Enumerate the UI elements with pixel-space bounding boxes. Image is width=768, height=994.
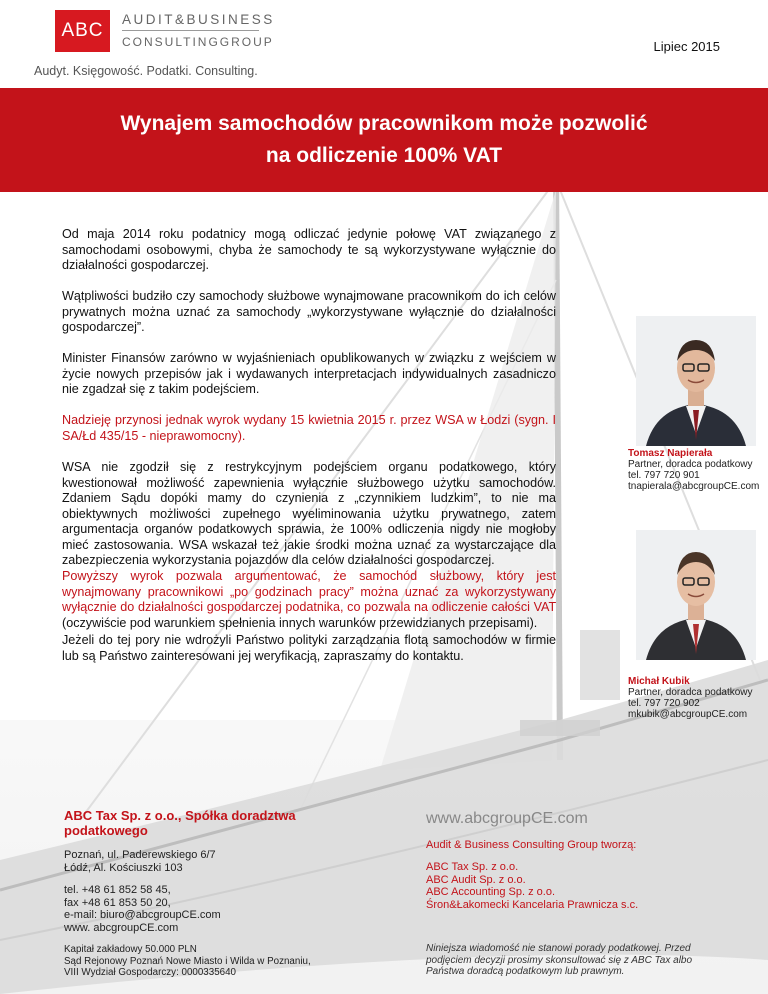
footer-www[interactable]: www. abcgroupCE.com <box>64 921 179 934</box>
paragraph-6 <box>62 569 556 631</box>
logo-mark <box>55 10 110 52</box>
logo-line2: CONSULTINGGROUP <box>122 35 274 49</box>
paragraph-7: Jeżeli do tej pory nie wdrożyli Państwo polityki zarządzania flotą samochodów w firmie lub są Państwo zainteresowani jej weryfikacją, zapraszamy do kontaktu. <box>62 633 556 663</box>
contact-email-2[interactable]: mkubik@abcgroupCE.com <box>628 709 748 720</box>
contact-name-1: Tomasz Napierała <box>628 448 713 459</box>
paragraph-2: Wątpliwości budziło czy samochody służbowe wynajmowane pracownikom do ich celów prywatnych można uznać za samochody „wykorzystywane wyłącznie do działalności gospodarczej”. <box>62 289 556 334</box>
footer-contact-info <box>64 884 221 934</box>
footer-disclaimer: Niniejsza wiadomość nie stanowi porady podatkowej. Przed podjęciem decyzji prosimy skonsultować się z ABC Tax albo Państwa doradcą podatkowym lub prawnym. <box>426 943 693 977</box>
paragraph-4-highlight: Nadzieję przynosi jednak wyrok wydany 15 kwietnia 2015 r. przez WSA w Łodzi (sygn. I SA/Łd 435/15 - nieprawomocny). <box>62 413 556 443</box>
footer-company-name: ABC Tax Sp. z o.o., Spółka doradztwa podatkowego <box>64 808 296 838</box>
group-member: Śron&Łakomecki Kancelaria Prawnicza s.c. <box>426 898 639 911</box>
title-banner <box>0 88 768 192</box>
contact-email-1[interactable]: tnapierala@abcgroupCE.com <box>628 481 760 492</box>
contact-photo-1 <box>636 316 756 446</box>
footer-krs: VIII Wydział Gospodarczy: 0000335640 <box>64 967 237 978</box>
person-photo-icon <box>636 530 756 660</box>
logo-line1: AUDIT&BUSINESS <box>122 12 275 27</box>
contact-phone-1[interactable]: tel. 797 720 901 <box>628 470 700 481</box>
contact-role-1: Partner, doradca podatkowy <box>628 459 753 470</box>
footer-addresses <box>64 849 216 874</box>
contact-phone-2[interactable]: tel. 797 720 902 <box>628 698 700 709</box>
group-member: ABC Tax Sp. z o.o. <box>426 861 519 873</box>
footer-capital: Kapitał zakładowy 50.000 PLN <box>64 944 197 955</box>
issue-date: Lipiec 2015 <box>653 39 720 54</box>
paragraph-5: WSA nie zgodził się z restrykcyjnym podejściem organu podatkowego, który kwestionował możliwość zapewnienia wyłącznie służbowego użytku samochodów. Zdaniem Sądu dopóki mamy do czynienia z „czynnikiem ludzkim”, to nie ma obiektywnych możliwości zupełnego wyeliminowania użytku prywatnego, zatem argumentacja organów podatkowych sprawia, że 100% odliczenia nigdy nie mogłoby mieć zastosowania. WSA wskazał też jakie środki można uznać za wystarczające dla zabezpieczenia wykorzystania pojazdów dla celów działalności gospodarczej. <box>62 460 556 567</box>
contact-role-2: Partner, doradca podatkowy <box>628 687 753 698</box>
footer-address-lodz: Łódź, Al. Kościuszki 103 <box>64 861 183 874</box>
group-member: ABC Audit Sp. z o.o. <box>426 873 526 886</box>
footer-registration <box>64 944 311 979</box>
person-photo-icon <box>636 316 756 446</box>
contact-card-1 <box>628 448 768 492</box>
title-line1: Wynajem samochodów pracownikom może pozwolić <box>120 112 648 135</box>
paragraph-1: Od maja 2014 roku podatnicy mogą odliczać jedynie połowę VAT związanego z samochodami osobowymi, chyba że samochody te są wykorzystywane wyłącznie do działalności gospodarczej. <box>62 227 556 272</box>
footer-tel[interactable]: tel. +48 61 852 58 45, <box>64 884 171 896</box>
group-label: Audit & Business Consulting Group tworzą: <box>426 839 637 851</box>
contact-photo-2 <box>636 530 756 660</box>
footer-court: Sąd Rejonowy Poznań Nowe Miasto i Wilda w Poznaniu, <box>64 955 311 967</box>
tagline: Audyt. Księgowość. Podatki. Consulting. <box>34 64 258 78</box>
paragraph-6-highlight: Powyższy wyrok pozwala argumentować, że samochód służbowy, który jest wynajmowany pracownikowi „po godzinach pracy” można uznać za wykorzystywany wyłącznie do działalności gospodarczej podatnika, co pozwala na odliczenie całości VAT <box>62 569 556 614</box>
logo-divider <box>122 30 259 31</box>
paragraph-3: Minister Finansów zarówno w wyjaśnieniach opublikowanych w związku z wejściem w życie nowych przepisów jak i wydawanych interpretacjach indywidualnych zasadniczo nie zgadzał się z takim podejściem. <box>62 351 556 396</box>
footer-email[interactable]: e-mail: biuro@abcgroupCE.com <box>64 909 221 921</box>
title-line2: na odliczenie 100% VAT <box>265 144 503 167</box>
paragraph-6-rest: (oczywiście pod warunkiem spełnienia innych warunków przewidzianych przepisami). <box>62 615 538 630</box>
group-members-list <box>426 861 638 911</box>
logo-abbr: ABC <box>61 20 104 41</box>
footer-address-poznan: Poznań, ul. Paderewskiego 6/7 <box>64 849 216 861</box>
footer-website[interactable]: www.abcgroupCE.com <box>426 810 588 827</box>
contact-card-2 <box>628 676 768 720</box>
contact-name-2: Michał Kubik <box>628 676 690 687</box>
group-member: ABC Accounting Sp. z o.o. <box>426 886 556 898</box>
footer-fax: fax +48 61 853 50 20, <box>64 896 171 909</box>
